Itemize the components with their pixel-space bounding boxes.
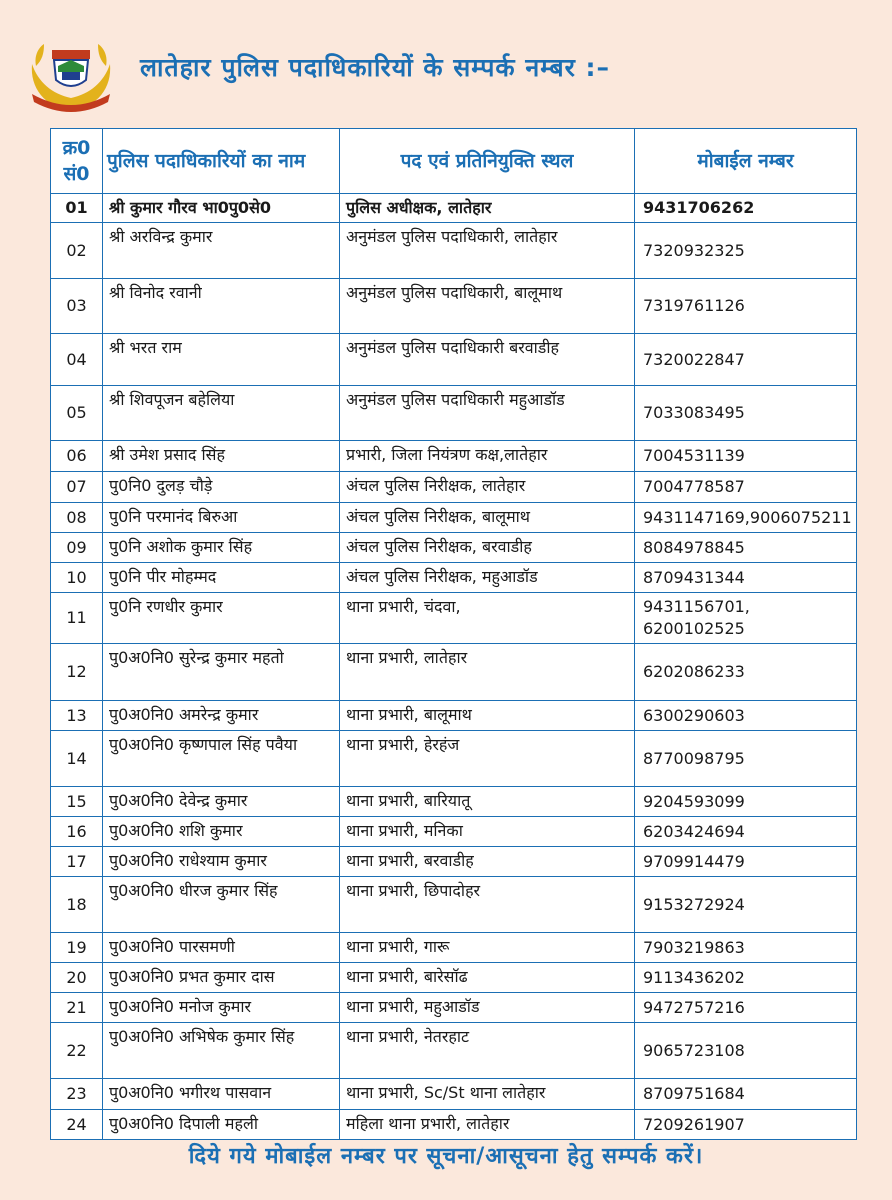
officer-name: श्री भरत राम xyxy=(103,334,340,386)
table-row xyxy=(51,817,857,847)
serial-number: 12 xyxy=(51,644,103,701)
table-row xyxy=(51,731,857,787)
post-location: अंचल पुलिस निरीक्षक, बरवाडीह xyxy=(340,533,635,563)
post-location: प्रभारी, जिला नियंत्रण कक्ष,लातेहार xyxy=(340,441,635,472)
serial-number: 11 xyxy=(51,593,103,644)
mobile-number: 7004531139 xyxy=(635,441,857,472)
table-row xyxy=(51,472,857,503)
post-location: थाना प्रभारी, गारू xyxy=(340,933,635,963)
officer-name: पु0अ0नि0 पारसमणी xyxy=(103,933,340,963)
serial-number: 15 xyxy=(51,787,103,817)
post-location: अंचल पुलिस निरीक्षक, बालूमाथ xyxy=(340,503,635,533)
post-location: अनुमंडल पुलिस पदाधिकारी, बालूमाथ xyxy=(340,279,635,334)
table-row xyxy=(51,1023,857,1079)
post-location: थाना प्रभारी, छिपादोहर xyxy=(340,877,635,933)
table-row xyxy=(51,386,857,441)
post-location: अंचल पुलिस निरीक्षक, लातेहार xyxy=(340,472,635,503)
table-row xyxy=(51,533,857,563)
serial-number: 10 xyxy=(51,563,103,593)
officer-name: पु0अ0नि0 देवेन्द्र कुमार xyxy=(103,787,340,817)
table-row xyxy=(51,441,857,472)
serial-number: 06 xyxy=(51,441,103,472)
mobile-number: 7319761126 xyxy=(635,279,857,334)
table-row xyxy=(51,933,857,963)
post-location: थाना प्रभारी, हेरहंज xyxy=(340,731,635,787)
post-location: थाना प्रभारी, बालूमाथ xyxy=(340,701,635,731)
officers-contact-table xyxy=(50,128,857,1140)
serial-number: 22 xyxy=(51,1023,103,1079)
footer-note: दिये गये मोबाईल नम्बर पर सूचना/आसूचना हेतु सम्पर्क करें। xyxy=(188,1144,704,1169)
post-location: पुलिस अधीक्षक, लातेहार xyxy=(340,194,635,223)
post-location: अनुमंडल पुलिस पदाधिकारी बरवाडीह xyxy=(340,334,635,386)
serial-number: 18 xyxy=(51,877,103,933)
table-row xyxy=(51,963,857,993)
officer-name: पु0अ0नि0 अभिषेक कुमार सिंह xyxy=(103,1023,340,1079)
officer-name: पु0नि परमानंद बिरुआ xyxy=(103,503,340,533)
serial-number: 04 xyxy=(51,334,103,386)
mobile-number: 7209261907 xyxy=(635,1110,857,1140)
table-row xyxy=(51,279,857,334)
serial-number: 08 xyxy=(51,503,103,533)
header-serial-number: क्र0 सं0 xyxy=(51,129,103,194)
table-row xyxy=(51,1110,857,1140)
officer-name: पु0अ0नि0 सुरेन्द्र कुमार महतो xyxy=(103,644,340,701)
officer-name: पु0अ0नि0 कृष्णपाल सिंह पवैया xyxy=(103,731,340,787)
table-row xyxy=(51,194,857,223)
post-location: थाना प्रभारी, बारियातू xyxy=(340,787,635,817)
serial-number: 20 xyxy=(51,963,103,993)
table-row xyxy=(51,701,857,731)
mobile-number: 8709751684 xyxy=(635,1079,857,1110)
table-row xyxy=(51,787,857,817)
officer-name: पु0अ0नि0 दिपाली महली xyxy=(103,1110,340,1140)
table-row xyxy=(51,503,857,533)
mobile-number: 8084978845 xyxy=(635,533,857,563)
serial-number: 09 xyxy=(51,533,103,563)
mobile-number: 7320932325 xyxy=(635,223,857,279)
officer-name: पु0नि पीर मोहम्मद xyxy=(103,563,340,593)
post-location: थाना प्रभारी, चंदवा, xyxy=(340,593,635,644)
officer-name: पु0अ0नि0 अमरेन्द्र कुमार xyxy=(103,701,340,731)
mobile-number: 9709914479 xyxy=(635,847,857,877)
post-location: अंचल पुलिस निरीक्षक, महुआडॉड xyxy=(340,563,635,593)
post-location: थाना प्रभारी, मनिका xyxy=(340,817,635,847)
post-location: थाना प्रभारी, महुआडॉड xyxy=(340,993,635,1023)
officer-name: श्री कुमार गौरव भा0पु0से0 xyxy=(103,194,340,223)
officer-name: पु0अ0नि0 भगीरथ पासवान xyxy=(103,1079,340,1110)
mobile-number: 7903219863 xyxy=(635,933,857,963)
mobile-number: 9153272924 xyxy=(635,877,857,933)
officer-name: पु0अ0नि0 मनोज कुमार xyxy=(103,993,340,1023)
serial-number: 02 xyxy=(51,223,103,279)
page-title: लातेहार पुलिस पदाधिकारियों के सम्पर्क नम्बर :– xyxy=(140,53,611,82)
serial-number: 07 xyxy=(51,472,103,503)
serial-number: 17 xyxy=(51,847,103,877)
mobile-number: 9204593099 xyxy=(635,787,857,817)
table-row xyxy=(51,877,857,933)
table-header-row xyxy=(51,129,857,194)
mobile-number: 6203424694 xyxy=(635,817,857,847)
officer-name: पु0नि0 दुलड़ चौड़े xyxy=(103,472,340,503)
jharkhand-police-logo-icon xyxy=(22,36,120,116)
mobile-number: 9113436202 xyxy=(635,963,857,993)
table-row xyxy=(51,993,857,1023)
post-location: महिला थाना प्रभारी, लातेहार xyxy=(340,1110,635,1140)
officer-name: श्री शिवपूजन बहेलिया xyxy=(103,386,340,441)
post-location: अनुमंडल पुलिस पदाधिकारी, लातेहार xyxy=(340,223,635,279)
table-row xyxy=(51,334,857,386)
mobile-number: 9472757216 xyxy=(635,993,857,1023)
serial-number: 19 xyxy=(51,933,103,963)
mobile-number: 9431156701, 6200102525 xyxy=(635,593,857,644)
mobile-number: 9431706262 xyxy=(635,194,857,223)
mobile-number: 6300290603 xyxy=(635,701,857,731)
mobile-number: 8770098795 xyxy=(635,731,857,787)
post-location: थाना प्रभारी, Sc/St थाना लातेहार xyxy=(340,1079,635,1110)
post-location: थाना प्रभारी, बरवाडीह xyxy=(340,847,635,877)
mobile-number: 6202086233 xyxy=(635,644,857,701)
post-location: थाना प्रभारी, लातेहार xyxy=(340,644,635,701)
officer-name: पु0अ0नि0 धीरज कुमार सिंह xyxy=(103,877,340,933)
mobile-number: 9065723108 xyxy=(635,1023,857,1079)
serial-number: 21 xyxy=(51,993,103,1023)
table-row xyxy=(51,847,857,877)
serial-number: 01 xyxy=(51,194,103,223)
officer-name: श्री उमेश प्रसाद सिंह xyxy=(103,441,340,472)
mobile-number: 8709431344 xyxy=(635,563,857,593)
serial-number: 14 xyxy=(51,731,103,787)
post-location: थाना प्रभारी, बारेसॉढ xyxy=(340,963,635,993)
serial-number: 13 xyxy=(51,701,103,731)
officer-name: श्री विनोद रवानी xyxy=(103,279,340,334)
mobile-number: 7320022847 xyxy=(635,334,857,386)
officer-name: श्री अरविन्द्र कुमार xyxy=(103,223,340,279)
mobile-number: 7033083495 xyxy=(635,386,857,441)
mobile-number: 7004778587 xyxy=(635,472,857,503)
serial-number: 05 xyxy=(51,386,103,441)
serial-number: 16 xyxy=(51,817,103,847)
header-officer-name: पुलिस पदाधिकारियों का नाम xyxy=(103,129,340,194)
header-post-location: पद एवं प्रतिनियुक्ति स्थल xyxy=(340,129,635,194)
table-row xyxy=(51,644,857,701)
table-row xyxy=(51,223,857,279)
officer-name: पु0नि रणधीर कुमार xyxy=(103,593,340,644)
officer-name: पु0नि अशोक कुमार सिंह xyxy=(103,533,340,563)
page-header xyxy=(0,0,892,125)
officer-name: पु0अ0नि0 शशि कुमार xyxy=(103,817,340,847)
mobile-number: 9431147169,9006075211 xyxy=(635,503,857,533)
post-location: थाना प्रभारी, नेतरहाट xyxy=(340,1023,635,1079)
serial-number: 24 xyxy=(51,1110,103,1140)
table-row xyxy=(51,563,857,593)
table-row xyxy=(51,1079,857,1110)
serial-number: 23 xyxy=(51,1079,103,1110)
officer-name: पु0अ0नि0 प्रभत कुमार दास xyxy=(103,963,340,993)
officer-name: पु0अ0नि0 राधेश्याम कुमार xyxy=(103,847,340,877)
header-mobile-number: मोबाईल नम्बर xyxy=(635,129,857,194)
table-row xyxy=(51,593,857,644)
serial-number: 03 xyxy=(51,279,103,334)
post-location: अनुमंडल पुलिस पदाधिकारी महुआडॉड xyxy=(340,386,635,441)
